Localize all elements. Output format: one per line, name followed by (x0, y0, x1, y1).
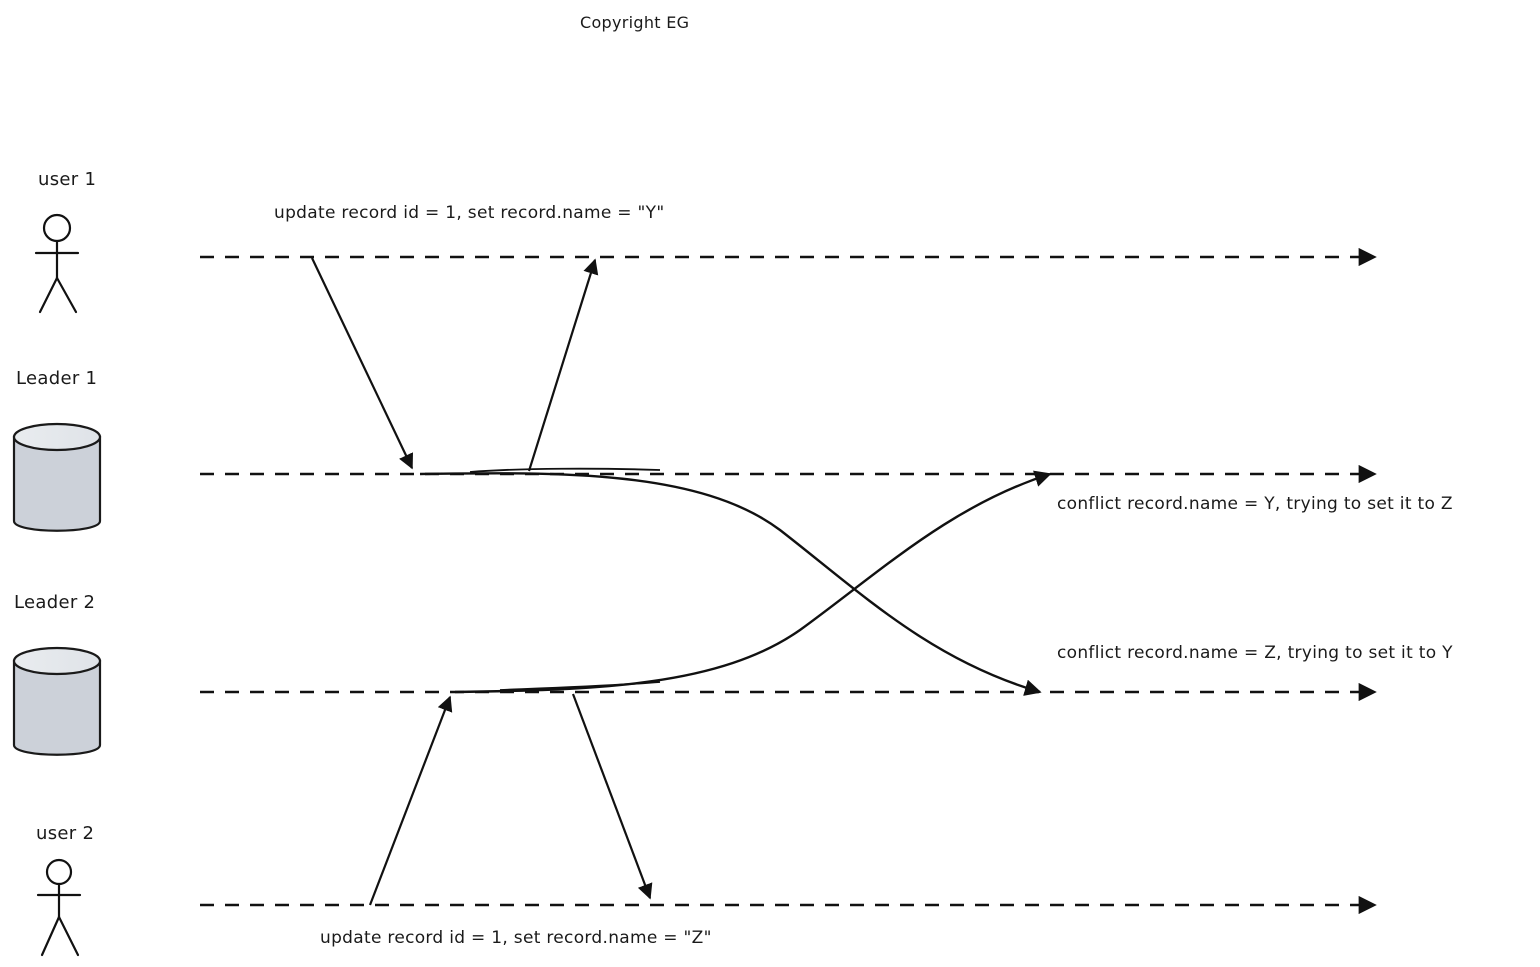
message-arrow-m4-down (573, 694, 650, 898)
message-arrow-m1-return (529, 260, 595, 471)
actor-label-user1: user 1 (38, 169, 97, 190)
database-cylinder-icon-leader2 (14, 648, 100, 755)
stick-figure-icon-user1 (36, 215, 78, 312)
stick-figure-icon-user2 (38, 860, 80, 955)
page-title: Copyright EG (580, 13, 690, 32)
message-arrow-m1-down (312, 258, 412, 468)
message-arrow-m4-up (370, 697, 450, 905)
message-label-m1: update record id = 1, set record.name = "Y" (274, 203, 665, 223)
message-label-m4: update record id = 1, set record.name = "Z" (320, 928, 712, 948)
database-cylinder-icon-leader1 (14, 424, 100, 531)
curve-detail-leader1 (470, 469, 660, 472)
actor-label-leader1: Leader 1 (16, 368, 98, 389)
message-label-m2: conflict record.name = Y, trying to set it to Z (1057, 494, 1453, 514)
actor-label-leader2: Leader 2 (14, 592, 96, 613)
replication-curve-leader1-to-leader2 (420, 473, 1040, 692)
actor-label-user2: user 2 (36, 823, 95, 844)
message-label-m3: conflict record.name = Z, trying to set it to Y (1057, 643, 1453, 663)
